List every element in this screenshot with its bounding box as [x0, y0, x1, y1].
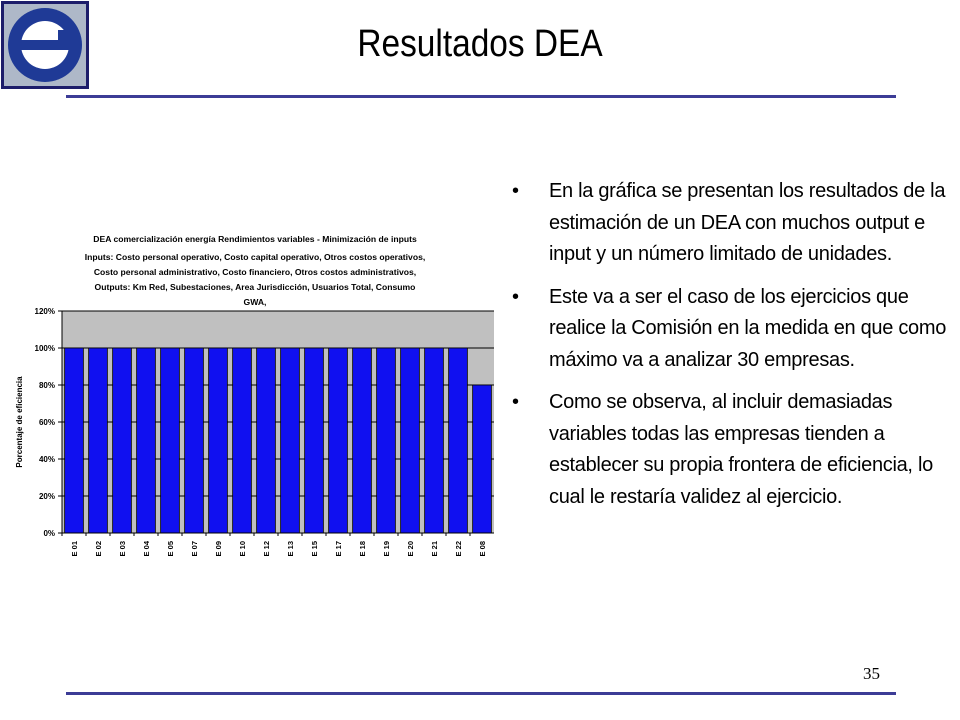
chart-x-tick-label: E 17: [334, 541, 343, 557]
chart-y-tick-label: 80%: [38, 381, 55, 390]
chart-bar: [353, 348, 372, 533]
chart-x-tick-label: E 19: [382, 541, 391, 557]
chart-bar: [473, 385, 492, 533]
chart-x-tick-label: E 02: [94, 541, 103, 557]
chart-x-tick-label: E 18: [358, 541, 367, 557]
chart-plot-area: [35, 307, 494, 556]
chart-x-tick-label: E 07: [190, 541, 199, 557]
chart-bar: [185, 348, 204, 533]
chart-bar: [329, 348, 348, 533]
chart-bar: [89, 348, 108, 533]
bullet-marker: •: [512, 180, 519, 202]
chart-bar: [257, 348, 276, 533]
bullet-marker: •: [512, 391, 519, 413]
chart-title-line: GWA,: [243, 297, 267, 307]
chart-x-tick-label: E 12: [262, 541, 271, 557]
bullet-marker: •: [512, 285, 519, 308]
chart-title-line: Inputs: Costo personal operativo, Costo capital operativo, Otros costos operativos,: [84, 252, 426, 262]
top-divider: [66, 95, 896, 98]
chart-x-tick-label: E 15: [310, 541, 319, 557]
chart-title-line: Costo personal administrativo, Costo financiero, Otros costos administrativos,: [93, 267, 417, 277]
bullet-item: [512, 176, 952, 271]
bullet-list: [512, 176, 952, 524]
chart-x-tick-label: E 05: [166, 541, 175, 557]
bullet-text: Como se observa, al incluir demasiadas variables todas las empresas tienden a establecer su propia frontera de eficiencia, lo cual le restaría validez al ejercicio.: [549, 391, 933, 508]
chart-bar: [449, 348, 468, 533]
chart-bar: [137, 348, 156, 533]
chart-y-tick-label: 20%: [38, 492, 55, 501]
chart-bar: [161, 348, 180, 533]
chart-y-tick-label: 0%: [43, 529, 55, 538]
chart-x-tick-label: E 04: [142, 541, 151, 557]
chart-y-tick-label: 40%: [38, 455, 55, 464]
e-logo-icon: [1, 1, 89, 89]
chart-x-tick-label: E 09: [214, 541, 223, 557]
bottom-divider: [66, 692, 896, 695]
chart-y-tick-label: 120%: [34, 307, 55, 316]
chart-bar: [425, 348, 444, 533]
page-title: Resultados DEA: [357, 23, 603, 65]
chart-y-tick-label: 60%: [38, 418, 55, 427]
chart-bar: [281, 348, 300, 533]
chart-bar: [65, 348, 84, 533]
bullet-text: Este va a ser el caso de los ejercicios que realice la Comisión en la medida en que como máximo va a analizar 30 empresas.: [549, 285, 947, 371]
chart-title-line: Outputs: Km Red, Subestaciones, Area Jurisdicción, Usuarios Total, Consumo: [94, 282, 416, 292]
chart-x-tick-label: E 08: [478, 541, 487, 557]
chart-x-tick-label: E 03: [118, 541, 127, 557]
chart-bar: [377, 348, 396, 533]
chart-bar: [401, 348, 420, 533]
bullet-item: [512, 282, 952, 377]
chart-x-tick-label: E 10: [238, 541, 247, 557]
chart-x-tick-label: E 21: [430, 541, 439, 557]
page-number: 35: [863, 664, 880, 683]
chart-x-tick-label: E 01: [70, 541, 79, 557]
logo: [0, 0, 90, 90]
chart-bar: [305, 348, 324, 533]
chart-x-tick-label: E 13: [286, 541, 295, 557]
chart-y-tick-label: 100%: [34, 344, 55, 353]
bullet-item: [512, 387, 952, 513]
chart-y-axis-label: Porcentaje de eficiencia: [15, 376, 24, 468]
efficiency-bar-chart: [10, 228, 500, 580]
bullet-text: En la gráfica se presentan los resultados de la estimación de un DEA con muchos output e input y un número limitado de unidades.: [549, 180, 946, 265]
chart-bar: [113, 348, 132, 533]
chart-bar: [209, 348, 228, 533]
chart-bar: [233, 348, 252, 533]
chart-x-tick-label: E 22: [454, 541, 463, 557]
chart-x-tick-label: E 20: [406, 541, 415, 557]
chart-title-line: DEA comercialización energía Rendimientos variables - Minimización de inputs: [93, 234, 417, 244]
